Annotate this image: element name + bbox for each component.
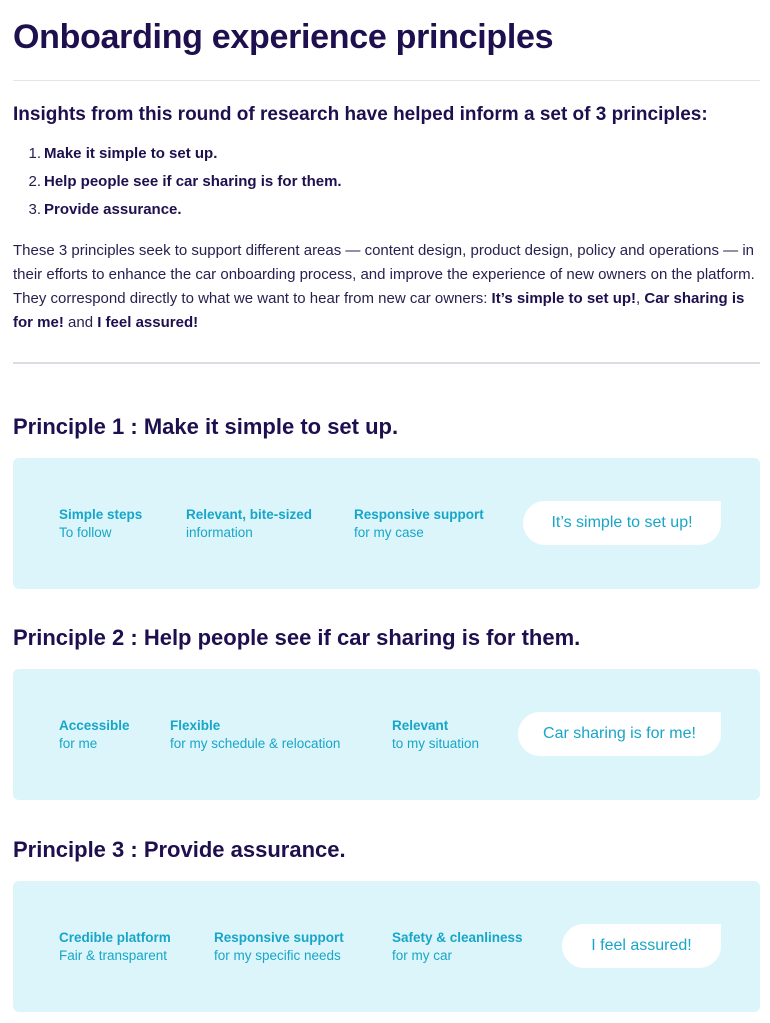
pillar-responsive-support xyxy=(214,929,344,965)
pillar-relevant-information xyxy=(186,506,312,542)
list-item xyxy=(13,200,342,228)
paragraph-comma: , xyxy=(636,290,641,307)
pillar-title: Credible platform xyxy=(59,930,171,945)
intro-paragraph xyxy=(13,239,763,335)
pillar-safety-cleanliness xyxy=(392,929,523,965)
pillar-simple-steps xyxy=(59,506,142,542)
pillar-responsive-support xyxy=(354,506,484,542)
quote-simple: It’s simple to set up! xyxy=(491,290,637,307)
pillar-title: Relevant xyxy=(392,718,449,733)
list-item xyxy=(13,144,342,172)
list-number: 3. xyxy=(28,201,41,218)
quote-car-sharing: Car sharing is for me! xyxy=(13,290,745,331)
intro-heading: Insights from this round of research have helped inform a set of 3 principles: xyxy=(13,104,708,125)
principle-3-card xyxy=(13,881,760,1012)
principle-2-heading: Principle 2 : Help people see if car sharing is for them. xyxy=(13,625,581,650)
list-number: 2. xyxy=(28,173,41,190)
pillar-title: Responsive support xyxy=(354,507,484,522)
pillar-subtitle: To follow xyxy=(59,525,112,540)
pillar-relevant xyxy=(392,717,479,753)
pillar-flexible xyxy=(170,717,340,753)
quote-assured: I feel assured! xyxy=(97,314,199,331)
pillar-title: Responsive support xyxy=(214,930,344,945)
title-divider xyxy=(13,80,760,81)
list-item-text: Provide assurance. xyxy=(44,201,182,218)
pillar-accessible xyxy=(59,717,130,753)
pillar-credible-platform xyxy=(59,929,171,965)
pillar-subtitle: for my specific needs xyxy=(214,948,341,963)
list-item-text: Make it simple to set up. xyxy=(44,145,218,162)
principle-2-card xyxy=(13,669,760,800)
pillar-title: Relevant, bite-sized xyxy=(186,507,313,522)
paragraph-and: and xyxy=(63,314,98,331)
list-item xyxy=(13,172,342,200)
principle-1-card xyxy=(13,458,760,589)
pillar-title: Safety & cleanliness xyxy=(392,930,523,945)
pillar-title: Accessible xyxy=(59,718,130,733)
principles-summary-list xyxy=(13,144,342,228)
principle-3-heading: Principle 3 : Provide assurance. xyxy=(13,837,346,862)
pillar-subtitle: to my situation xyxy=(392,736,480,751)
list-item-text: Help people see if car sharing is for them. xyxy=(44,173,342,190)
principle-1-heading: Principle 1 : Make it simple to set up. xyxy=(13,414,399,439)
pillar-subtitle: information xyxy=(186,525,253,540)
outcome-bubble: I feel assured! xyxy=(562,924,721,968)
list-number: 1. xyxy=(28,145,41,162)
pillar-title: Flexible xyxy=(170,718,221,733)
pillar-subtitle: for me xyxy=(59,736,98,751)
outcome-bubble: It’s simple to set up! xyxy=(523,501,721,545)
pillar-subtitle: for my case xyxy=(354,525,424,540)
paragraph-text: These 3 principles seek to support different areas — content design, product design, policy and operations — in their efforts to enhance the car onboarding process, and improve the experience of new owners on the platform. They correspond directly to what we want to hear from new car owners: xyxy=(13,242,755,307)
pillar-title: Simple steps xyxy=(59,507,143,522)
pillar-subtitle: for my car xyxy=(392,948,453,963)
page-title: Onboarding experience principles xyxy=(13,18,554,56)
pillar-subtitle: Fair & transparent xyxy=(59,948,168,963)
section-divider xyxy=(13,362,760,364)
pillar-subtitle: for my schedule & relocation xyxy=(170,736,341,751)
outcome-bubble: Car sharing is for me! xyxy=(518,712,721,756)
